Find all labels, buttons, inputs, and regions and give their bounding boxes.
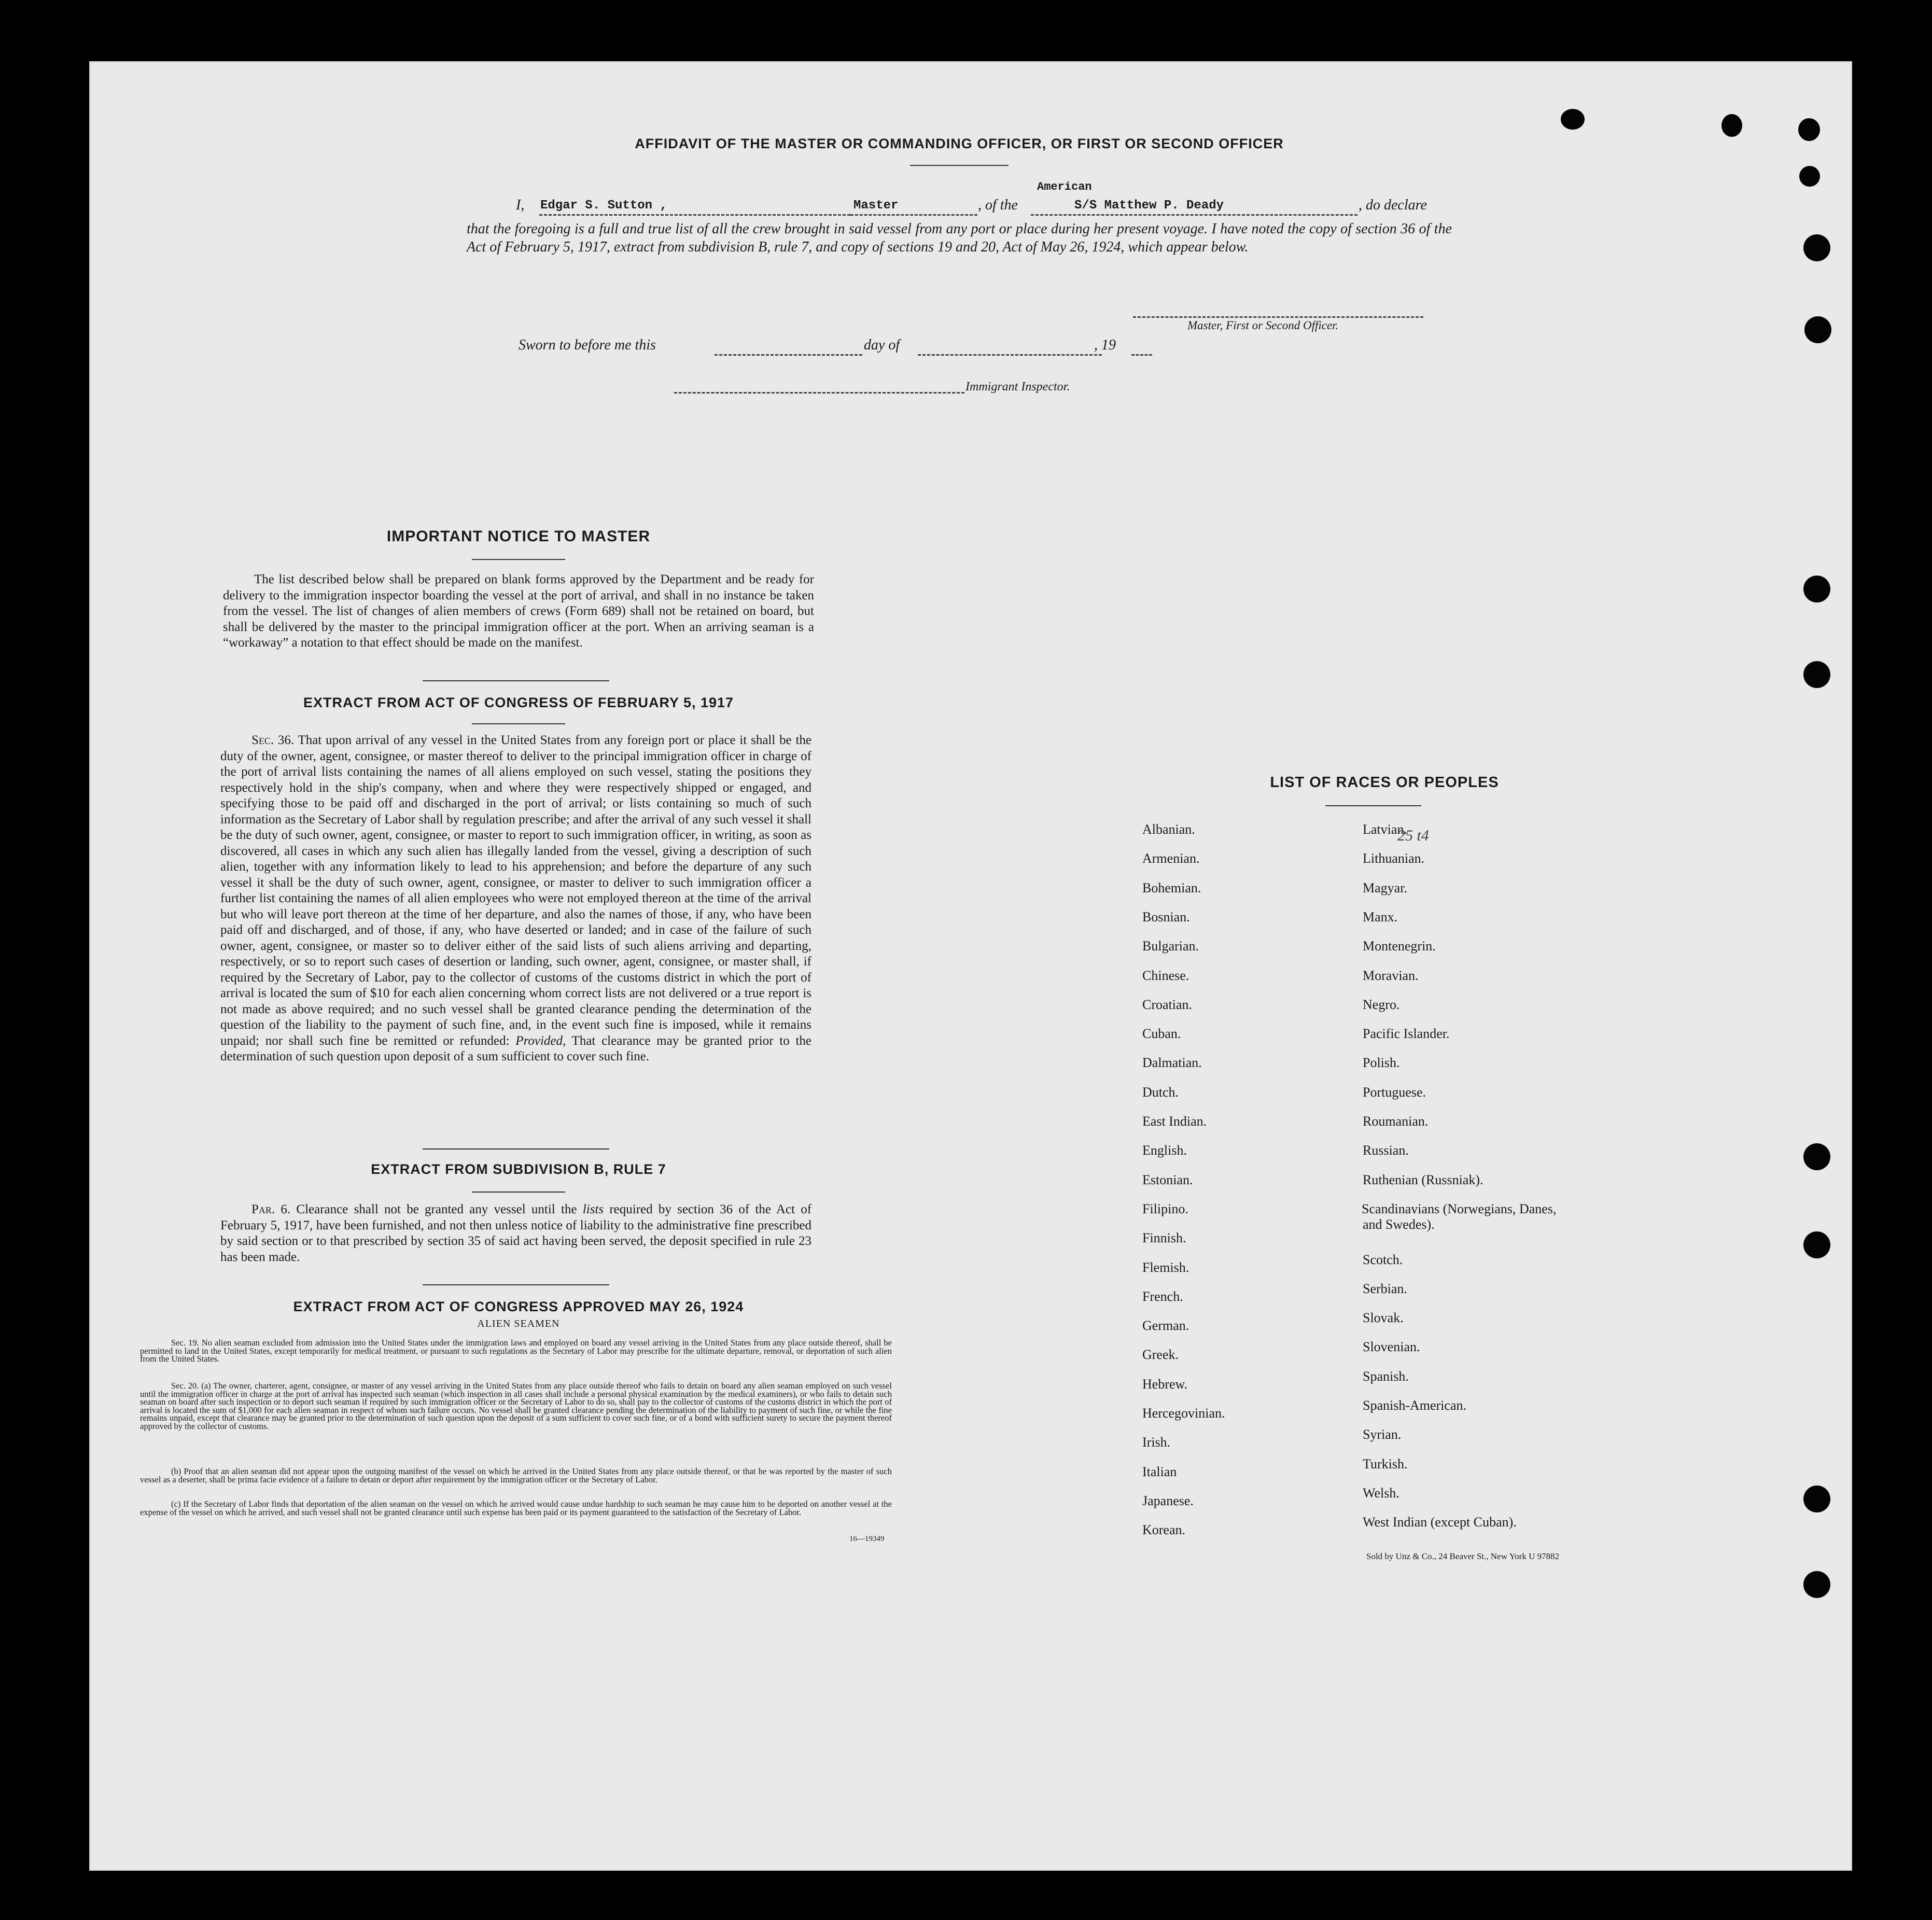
race-item: Montenegrin. [1363,938,1436,954]
section-text-end: That clearance may be granted prior to the determination of such question upon deposit of a sum sufficient to cover such fine. [220,1033,811,1063]
vessel-name: S/S Matthew P. Deady [1074,199,1224,213]
punch-hole [1798,118,1820,141]
divider [472,723,565,724]
race-item: Estonian. [1142,1172,1193,1187]
divider [472,559,565,560]
sworn-year-line [1131,354,1152,356]
divider [472,1192,565,1193]
race-item: West Indian (except Cuban). [1363,1515,1517,1530]
races-title: LIST OF RACES OR PEOPLES [1270,774,1499,791]
of-the-label: , of the [978,197,1018,213]
punch-hole [1803,1485,1830,1512]
punch-hole [1561,109,1585,130]
vessel-nationality: American [1037,180,1092,193]
divider [423,1284,609,1285]
sec20c-text: (c) If the Secretary of Labor finds that deportation of the alien seaman on the vessel on which he arrived would cause undue hardship to such seaman he may cause him to be deported on another vessel at the expense of the vessel on which he arrived, and such vessel shall not be granted clearance until such expense has been paid or its payment guaranteed to the satisfaction of the Secretary of Labor. [140,1499,892,1517]
notice-body: The list described below shall be prepared on blank forms approved by the Department and be ready for delivery to the immigration inspector boarding the vessel at the port of arrival, and shall in no instance be taken from the vessel. The list of changes of alien members of crews (Form 689) shall not be retained on board, but shall be delivered by the master to the principal immigration officer at the port. When an arriving seaman is a “workaway” a notation to that effect should be made on the manifest. [223,572,814,650]
punch-hole [1803,1231,1830,1258]
provided-word: Provided, [515,1033,566,1048]
name-field-line [539,214,850,216]
punch-hole [1804,316,1831,343]
extract-1917-title: EXTRACT FROM ACT OF CONGRESS OF FEBRUARY 5, 1917 [303,695,734,710]
race-item: Irish. [1142,1435,1171,1450]
extract-1924-subtitle: ALIEN SEAMEN [477,1318,560,1329]
divider [423,1148,609,1150]
race-item: Welsh. [1363,1485,1399,1501]
race-item: Negro. [1363,997,1400,1012]
race-item: Slovenian. [1363,1339,1420,1355]
race-item: Russian. [1363,1143,1409,1158]
handwritten-scribble: 25 t4 [1397,827,1429,844]
sworn-day-line [715,354,862,356]
sec20b-text: (b) Proof that an alien seaman did not appear upon the outgoing manifest of the vessel on which he arrived in the United States from any place outside thereof, or that he was reported by the master of such vessel as a deserter, shall be prima facie evidence of a failure to detain or deport after requirement by the immigration officer or the Secretary of Labor. [140,1466,892,1484]
divider [910,165,1009,166]
inspector-line [674,392,964,394]
race-item: Finnish. [1142,1230,1186,1246]
punch-hole [1803,661,1830,688]
race-item: Scandinavians (Norwegians, Danes, and Swedes). [1362,1201,1557,1232]
section-text: That upon arrival of any vessel in the United States from any foreign port or place it shall be the duty of the owner, agent, consignee, or master thereof to deliver to the principal immigration officer in charge of the port of arrival lists containing the names of all aliens employed on such vessel, stating the positions they respectively hold in the ship's company, when and where they were respectively shipped or engaged, and specifying those to be paid off and discharged in the port of arrival; or lists containing so much of such information as the Secretary of Labor shall by regulation prescribe; and after the arrival of any such vessel it shall be the duty of such owner, agent, consignee, or master to report to such immigration officer, in writing, as soon as discovered, all cases in which any such alien has illegally landed from the vessel, giving a description of such alien, together with any information likely to lead to his apprehension; and before the departure of any such vessel it shall be the duty of such owner, agent, consignee, or master to deliver to such immigration officer a further list containing the names of all alien employees who were not employed thereon at the time of the arrival but who will leave port thereon at the time of her departure, and also the names of those, if any, who have been paid off and discharged, and of those, if any, who have deserted or landed; and in case of the failure of such owner, agent, consignee, or master so to deliver either of the said lists of such aliens arriving and departing, respectively, or so to report such cases of desertion or landing, such owner, agent, consignee, or master shall, if required by the Secretary of Labor, pay to the collector of customs of the customs district in which the port of arrival is located the sum of $10 for each alien concerning whom correct lists are not delivered or a true report is not made as above required; and no such vessel shall be granted clearance pending the determination of the question of the liability to the payment of such fine, and, in the event such fine is imposed, while it remains unpaid; nor shall such fine be remitted or refunded: [220,733,811,1048]
signature-label: Master, First or Second Officer. [1187,319,1339,332]
master-position: Master [853,199,899,213]
race-item: Pacific Islander. [1363,1026,1450,1042]
race-item: Spanish-American. [1363,1398,1467,1413]
race-item: Albanian. [1142,822,1195,837]
race-item: Bulgarian. [1142,938,1199,954]
notice-title: IMPORTANT NOTICE TO MASTER [386,528,651,545]
race-item: Italian [1142,1464,1177,1479]
race-item: Lithuanian. [1363,851,1425,866]
race-item: Portuguese. [1363,1084,1426,1100]
imprint: Sold by Unz & Co., 24 Beaver St., New York U 97882 [1366,1551,1560,1561]
extract-rule7-title: EXTRACT FROM SUBDIVISION B, RULE 7 [371,1161,666,1177]
race-item: Croatian. [1142,997,1193,1012]
sworn-month-line [918,354,1102,356]
affidavit-body: that the foregoing is a full and true list of all the crew brought in said vessel from any port or place during her present voyage. I have noted the copy of section 36 of the Act of February 5, 1917, extract from subdivision B, rule 7, and copy of sections 19 and 20, Act of May 26, 1924, which appear below. [467,221,1452,255]
sec20a-text: Sec. 20. (a) The owner, charterer, agent, consignee, or master of any vessel arriving in the United States from any place outside thereof who fails to detain on board any alien seaman employed on such vessel until the immigration officer in charge at the port of arrival has inspected such seaman (which inspection in all cases shall include a personal physical examination by the medical examiners), or who fails to detain such seaman on board after such inspection or to deport such seaman if required by such immigration officer or the Secretary of Labor to do so, shall pay to the collector of customs of the customs district in which the port of arrival is located the sum of $1,000 for each alien seaman in respect of whom such failure occurs. No vessel shall be granted clearance pending the determination of the liability to payment of such fine, or while the fine remains unpaid, except that clearance may be granted prior to the determination of such question upon the deposit of a sum sufficient to cover such fine, or of a bond with sufficient surety to secure the payment thereof approved by the collector of customs. [140,1381,892,1431]
race-item: Armenian. [1142,851,1200,866]
punch-hole [1803,1143,1830,1170]
race-item: English. [1142,1143,1187,1158]
race-item: Roumanian. [1363,1114,1429,1129]
race-item: French. [1142,1288,1183,1304]
race-item: Spanish. [1363,1368,1409,1384]
race-item: Greek. [1142,1347,1179,1363]
extract-rule7-body [220,1202,811,1265]
par-text-end: required by section 36 of the Act of February 5, 1917, have been furnished, and not then unless notice of liability to the administrative fine prescribed by said section or to that prescribed by section 35 of said act having been served, the deposit specified in rule 23 has been made. [220,1202,812,1264]
race-item: Bohemian. [1142,880,1201,895]
affidavit-prefix: I, [516,197,525,213]
punch-hole [1803,576,1830,602]
race-item: Dutch. [1142,1084,1179,1100]
race-item: Bosnian. [1142,909,1190,924]
section-label: Sec. 36. [251,733,295,747]
divider [1325,805,1421,806]
race-item: Syrian. [1363,1427,1402,1442]
position-field-line [850,214,977,216]
extract-1924-title: EXTRACT FROM ACT OF CONGRESS APPROVED MAY 26, 1924 [293,1299,744,1314]
race-item: Dalmatian. [1142,1055,1202,1071]
race-item: Manx. [1363,909,1398,924]
race-item: Hercegovinian. [1142,1406,1225,1421]
race-item: Chinese. [1142,968,1189,983]
sec19-text: Sec. 19. No alien seaman excluded from admission into the United States under the immigration laws and employed on board any vessel arriving in the United States from any place outside thereof, shall be permitted to land in the United States, except temporarily for medical treatment, or pursuant to such regulations as the Secretary of Labor may prescribe for the ultimate departure, removal, or deportation of such alien from the United States. [140,1338,892,1364]
race-item: Ruthenian (Russniak). [1363,1172,1483,1187]
race-item: Turkish. [1363,1456,1408,1471]
do-declare-label: , do declare [1359,197,1427,213]
lists-word: lists [582,1202,604,1216]
race-item: Hebrew. [1142,1376,1188,1392]
race-item: Flemish. [1142,1259,1189,1275]
vessel-field-line [1031,214,1357,216]
race-item: Moravian. [1363,968,1419,983]
race-item: German. [1142,1318,1189,1334]
race-item: Japanese. [1142,1493,1194,1508]
race-item: Korean. [1142,1522,1186,1538]
punch-hole [1721,114,1742,137]
race-item: Filipino. [1142,1201,1188,1216]
master-name: Edgar S. Sutton , [540,199,667,213]
race-item: Magyar. [1363,880,1407,895]
race-item: Polish. [1363,1055,1400,1071]
sworn-year-label: , 19 [1094,337,1116,353]
race-item: Serbian. [1363,1281,1407,1296]
par-text: Clearance shall not be granted any vessel until the [296,1202,577,1216]
punch-hole [1799,166,1820,187]
sworn-day-label: day of [864,337,900,353]
punch-hole [1803,1571,1830,1598]
par-label: Par. 6. [251,1202,291,1216]
extract-1917-body [220,733,811,1065]
race-item: East Indian. [1142,1114,1207,1129]
sworn-prefix: Sworn to before me this [519,337,656,353]
signature-line [1133,316,1423,318]
race-item: Slovak. [1363,1310,1404,1326]
race-item: Latvian. [1363,822,1407,837]
form-number: 16—19349 [849,1535,885,1543]
affidavit-title: AFFIDAVIT OF THE MASTER OR COMMANDING OFFICER, OR FIRST OR SECOND OFFICER [635,136,1284,151]
race-item: Cuban. [1142,1026,1181,1042]
divider [423,680,609,681]
punch-hole [1803,234,1830,261]
inspector-label: Immigrant Inspector. [965,380,1070,394]
race-item: Scotch. [1363,1252,1403,1267]
